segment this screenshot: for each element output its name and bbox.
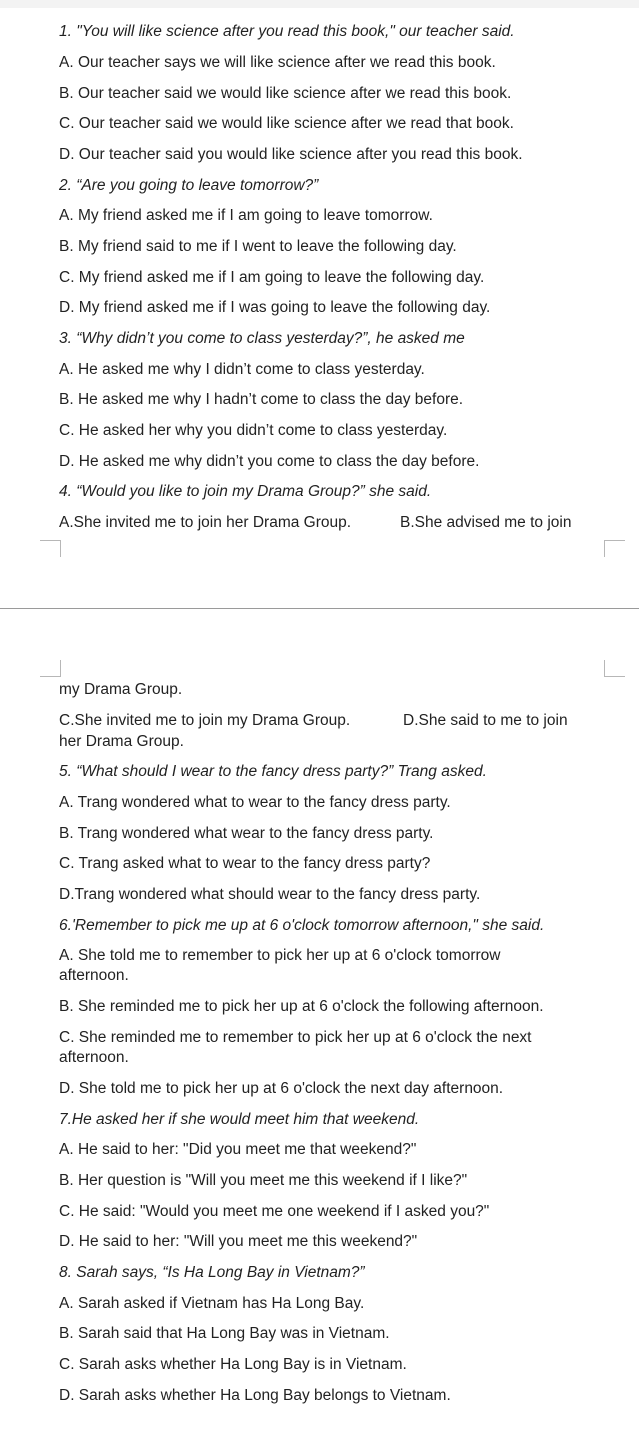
question-5: 5. “What should I wear to the fancy dress party?” Trang asked. — [59, 763, 487, 780]
q2-option-b: B. My friend said to me if I went to leave the following day. — [59, 238, 457, 255]
q3-option-d: D. He asked me why didn’t you come to class the day before. — [59, 453, 480, 470]
q5-option-d: D.Trang wondered what should wear to the fancy dress party. — [59, 886, 481, 903]
q7-option-d: D. He said to her: "Will you meet me this weekend?" — [59, 1233, 418, 1250]
q3-option-b: B. He asked me why I hadn’t come to class the day before. — [59, 391, 464, 408]
q4-option-d-end: her Drama Group. — [59, 733, 184, 750]
q4-option-b-end: my Drama Group. — [59, 681, 183, 698]
crop-mark — [604, 540, 625, 557]
q4-option-b-start: B.She advised me to join — [400, 514, 572, 531]
q8-option-b: B. Sarah said that Ha Long Bay was in Vietnam. — [59, 1325, 390, 1342]
q5-option-c: C. Trang asked what to wear to the fancy dress party? — [59, 855, 431, 872]
q8-option-a: A. Sarah asked if Vietnam has Ha Long Bay. — [59, 1295, 365, 1312]
q7-option-c: C. He said: "Would you meet me one weekend if I asked you?" — [59, 1203, 490, 1220]
q8-option-c: C. Sarah asks whether Ha Long Bay is in Vietnam. — [59, 1356, 407, 1373]
q6-option-a: A. She told me to remember to pick her up at 6 o'clock tomorrow — [59, 947, 501, 964]
q1-option-d: D. Our teacher said you would like science after you read this book. — [59, 146, 523, 163]
question-1: 1. "You will like science after you read this book," our teacher said. — [59, 23, 515, 40]
question-4: 4. “Would you like to join my Drama Group?” she said. — [59, 483, 432, 500]
crop-mark — [604, 660, 625, 677]
q3-option-a: A. He asked me why I didn’t come to class yesterday. — [59, 361, 425, 378]
q5-option-b: B. Trang wondered what wear to the fancy dress party. — [59, 825, 434, 842]
question-6: 6.'Remember to pick me up at 6 o'clock tomorrow afternoon," she said. — [59, 917, 545, 934]
q1-option-c: C. Our teacher said we would like science after we read that book. — [59, 115, 514, 132]
q4-option-d-start: D.She said to me to join — [403, 712, 568, 729]
question-8: 8. Sarah says, “Is Ha Long Bay in Vietnam?” — [59, 1264, 365, 1281]
q7-option-a: A. He said to her: "Did you meet me that weekend?" — [59, 1141, 417, 1158]
q1-option-a: A. Our teacher says we will like science after we read this book. — [59, 54, 496, 71]
q2-option-a: A. My friend asked me if I am going to leave tomorrow. — [59, 207, 433, 224]
question-7: 7.He asked her if she would meet him that weekend. — [59, 1111, 420, 1128]
q2-option-c: C. My friend asked me if I am going to leave the following day. — [59, 269, 485, 286]
q6-option-c-wrap: afternoon. — [59, 1049, 129, 1066]
q5-option-a: A. Trang wondered what to wear to the fancy dress party. — [59, 794, 451, 811]
q3-option-c: C. He asked her why you didn’t come to class yesterday. — [59, 422, 448, 439]
question-2: 2. “Are you going to leave tomorrow?” — [59, 177, 319, 194]
page-1 — [0, 0, 639, 580]
q6-option-b: B. She reminded me to pick her up at 6 o'clock the following afternoon. — [59, 998, 544, 1015]
q1-option-b: B. Our teacher said we would like science after we read this book. — [59, 85, 512, 102]
q4-option-c: C.She invited me to join my Drama Group. — [59, 712, 351, 729]
q8-option-d: D. Sarah asks whether Ha Long Bay belongs to Vietnam. — [59, 1387, 451, 1404]
q4-option-a: A.She invited me to join her Drama Group. — [59, 514, 352, 531]
crop-mark — [40, 540, 61, 557]
q6-option-d: D. She told me to pick her up at 6 o'clock the next day afternoon. — [59, 1080, 504, 1097]
q6-option-a-wrap: afternoon. — [59, 967, 129, 984]
q7-option-b: B. Her question is "Will you meet me this weekend if I like?" — [59, 1172, 468, 1189]
q6-option-c: C. She reminded me to remember to pick her up at 6 o'clock the next — [59, 1029, 532, 1046]
question-3: 3. “Why didn’t you come to class yesterday?”, he asked me — [59, 330, 465, 347]
page-2 — [0, 640, 639, 1443]
q2-option-d: D. My friend asked me if I was going to leave the following day. — [59, 299, 491, 316]
crop-mark — [40, 660, 61, 677]
page-divider — [0, 608, 639, 609]
